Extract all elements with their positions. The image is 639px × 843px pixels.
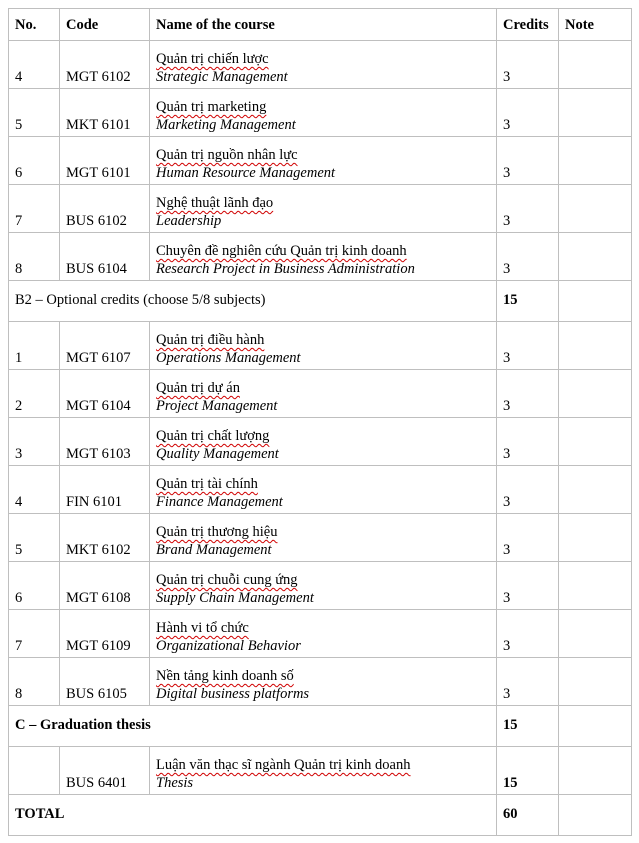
- course-code: MGT 6102: [60, 41, 150, 89]
- course-note: [559, 89, 632, 137]
- course-note: [559, 185, 632, 233]
- course-note: [559, 610, 632, 658]
- course-name-vn: Quản trị điều hành: [156, 332, 265, 348]
- course-name-en: Brand Management: [156, 542, 272, 558]
- course-name: [150, 41, 497, 89]
- course-name-vn: Quản trị chiến lược: [156, 51, 269, 67]
- course-name-en: Research Project in Business Administration: [156, 261, 415, 277]
- course-code: BUS 6105: [60, 658, 150, 706]
- course-note: [559, 747, 632, 795]
- course-no: 6: [9, 562, 60, 610]
- course-name: [150, 466, 497, 514]
- course-note: [559, 322, 632, 370]
- section-label: C – Graduation thesis: [9, 706, 497, 747]
- course-name-vn: Quản trị marketing: [156, 99, 267, 115]
- course-name: [150, 137, 497, 185]
- section-note: [559, 281, 632, 322]
- course-credits: 3: [497, 514, 559, 562]
- course-code: MGT 6107: [60, 322, 150, 370]
- course-credits: 3: [497, 370, 559, 418]
- course-note: [559, 233, 632, 281]
- course-name: [150, 514, 497, 562]
- course-name-vn: Quản trị chuỗi cung ứng: [156, 572, 298, 588]
- course-no: 1: [9, 322, 60, 370]
- course-credits: 3: [497, 41, 559, 89]
- course-name-en: Organizational Behavior: [156, 638, 301, 654]
- curriculum-table: [8, 8, 632, 836]
- course-note: [559, 41, 632, 89]
- course-no: 6: [9, 137, 60, 185]
- total-row: [9, 795, 632, 836]
- course-no: 4: [9, 41, 60, 89]
- course-name-en: Human Resource Management: [156, 165, 336, 181]
- course-name-en: Supply Chain Management: [156, 590, 314, 606]
- course-no: 8: [9, 658, 60, 706]
- course-name: [150, 658, 497, 706]
- course-name-en: Marketing Management: [156, 117, 296, 133]
- table-row: [9, 233, 632, 281]
- course-credits: 3: [497, 137, 559, 185]
- table-row: [9, 322, 632, 370]
- table-row: [9, 137, 632, 185]
- course-no: 8: [9, 233, 60, 281]
- course-note: [559, 562, 632, 610]
- section-label: B2 – Optional credits (choose 5/8 subjects): [9, 281, 497, 322]
- course-no: [9, 747, 60, 795]
- course-name: [150, 610, 497, 658]
- section-row-b2: [9, 281, 632, 322]
- course-no: 5: [9, 514, 60, 562]
- course-credits: 3: [497, 610, 559, 658]
- course-code: MKT 6102: [60, 514, 150, 562]
- course-code: MGT 6108: [60, 562, 150, 610]
- header-credits: Credits: [497, 9, 559, 41]
- course-name-en: Leadership: [156, 213, 222, 229]
- course-name: [150, 747, 497, 795]
- course-credits: 3: [497, 562, 559, 610]
- table-row-thesis: [9, 747, 632, 795]
- section-note: [559, 706, 632, 747]
- course-name-en: Quality Management: [156, 446, 279, 462]
- course-name-vn: Quản trị dự án: [156, 380, 240, 396]
- course-no: 2: [9, 370, 60, 418]
- header-row: [9, 9, 632, 41]
- course-no: 7: [9, 185, 60, 233]
- header-note: Note: [559, 9, 632, 41]
- total-label: TOTAL: [9, 795, 497, 836]
- course-name: [150, 185, 497, 233]
- course-name-vn: Nền tảng kinh doanh số: [156, 668, 294, 684]
- course-name-vn: Quản trị chất lượng: [156, 428, 270, 444]
- total-note: [559, 795, 632, 836]
- course-name-en: Operations Management: [156, 350, 301, 366]
- table-row: [9, 418, 632, 466]
- course-name-en: Project Management: [156, 398, 278, 414]
- course-name-vn: Quản trị thương hiệu: [156, 524, 278, 540]
- course-name-en: Strategic Management: [156, 69, 288, 85]
- course-name-en: Finance Management: [156, 494, 283, 510]
- course-code: MGT 6103: [60, 418, 150, 466]
- section-row-c: [9, 706, 632, 747]
- course-name: [150, 562, 497, 610]
- course-code: BUS 6401: [60, 747, 150, 795]
- table-row: [9, 610, 632, 658]
- table-row: [9, 658, 632, 706]
- table-row: [9, 466, 632, 514]
- course-credits: 15: [497, 747, 559, 795]
- course-credits: 3: [497, 466, 559, 514]
- table-row: [9, 514, 632, 562]
- course-credits: 3: [497, 185, 559, 233]
- course-note: [559, 418, 632, 466]
- table-row: [9, 562, 632, 610]
- course-credits: 3: [497, 418, 559, 466]
- course-no: 5: [9, 89, 60, 137]
- course-name-vn: Hành vi tổ chức: [156, 620, 249, 636]
- table-row: [9, 185, 632, 233]
- course-name: [150, 233, 497, 281]
- section-credits: 15: [497, 281, 559, 322]
- course-name: [150, 370, 497, 418]
- course-name-vn: Nghệ thuật lãnh đạo: [156, 195, 274, 211]
- course-credits: 3: [497, 233, 559, 281]
- course-note: [559, 514, 632, 562]
- course-note: [559, 137, 632, 185]
- header-name: Name of the course: [150, 9, 497, 41]
- course-name-en: Digital business platforms: [156, 686, 310, 702]
- course-code: MKT 6101: [60, 89, 150, 137]
- course-code: MGT 6101: [60, 137, 150, 185]
- header-no: No.: [9, 9, 60, 41]
- table-row: [9, 89, 632, 137]
- course-name-vn: Chuyên đề nghiên cứu Quản trị kinh doanh: [156, 243, 407, 259]
- course-no: 4: [9, 466, 60, 514]
- course-note: [559, 658, 632, 706]
- course-credits: 3: [497, 322, 559, 370]
- course-no: 3: [9, 418, 60, 466]
- course-credits: 3: [497, 89, 559, 137]
- course-code: MGT 6104: [60, 370, 150, 418]
- course-code: BUS 6102: [60, 185, 150, 233]
- course-code: MGT 6109: [60, 610, 150, 658]
- course-name: [150, 89, 497, 137]
- course-name-en: Thesis: [156, 775, 194, 791]
- course-name-vn: Quản trị tài chính: [156, 476, 258, 492]
- course-name: [150, 418, 497, 466]
- course-code: BUS 6104: [60, 233, 150, 281]
- header-code: Code: [60, 9, 150, 41]
- course-credits: 3: [497, 658, 559, 706]
- course-name-vn: Luận văn thạc sĩ ngành Quản trị kinh doanh: [156, 757, 411, 773]
- course-code: FIN 6101: [60, 466, 150, 514]
- total-credits: 60: [497, 795, 559, 836]
- course-no: 7: [9, 610, 60, 658]
- table-row: [9, 41, 632, 89]
- section-credits: 15: [497, 706, 559, 747]
- course-name-vn: Quản trị nguồn nhân lực: [156, 147, 298, 163]
- course-note: [559, 466, 632, 514]
- table-row: [9, 370, 632, 418]
- course-note: [559, 370, 632, 418]
- course-name: [150, 322, 497, 370]
